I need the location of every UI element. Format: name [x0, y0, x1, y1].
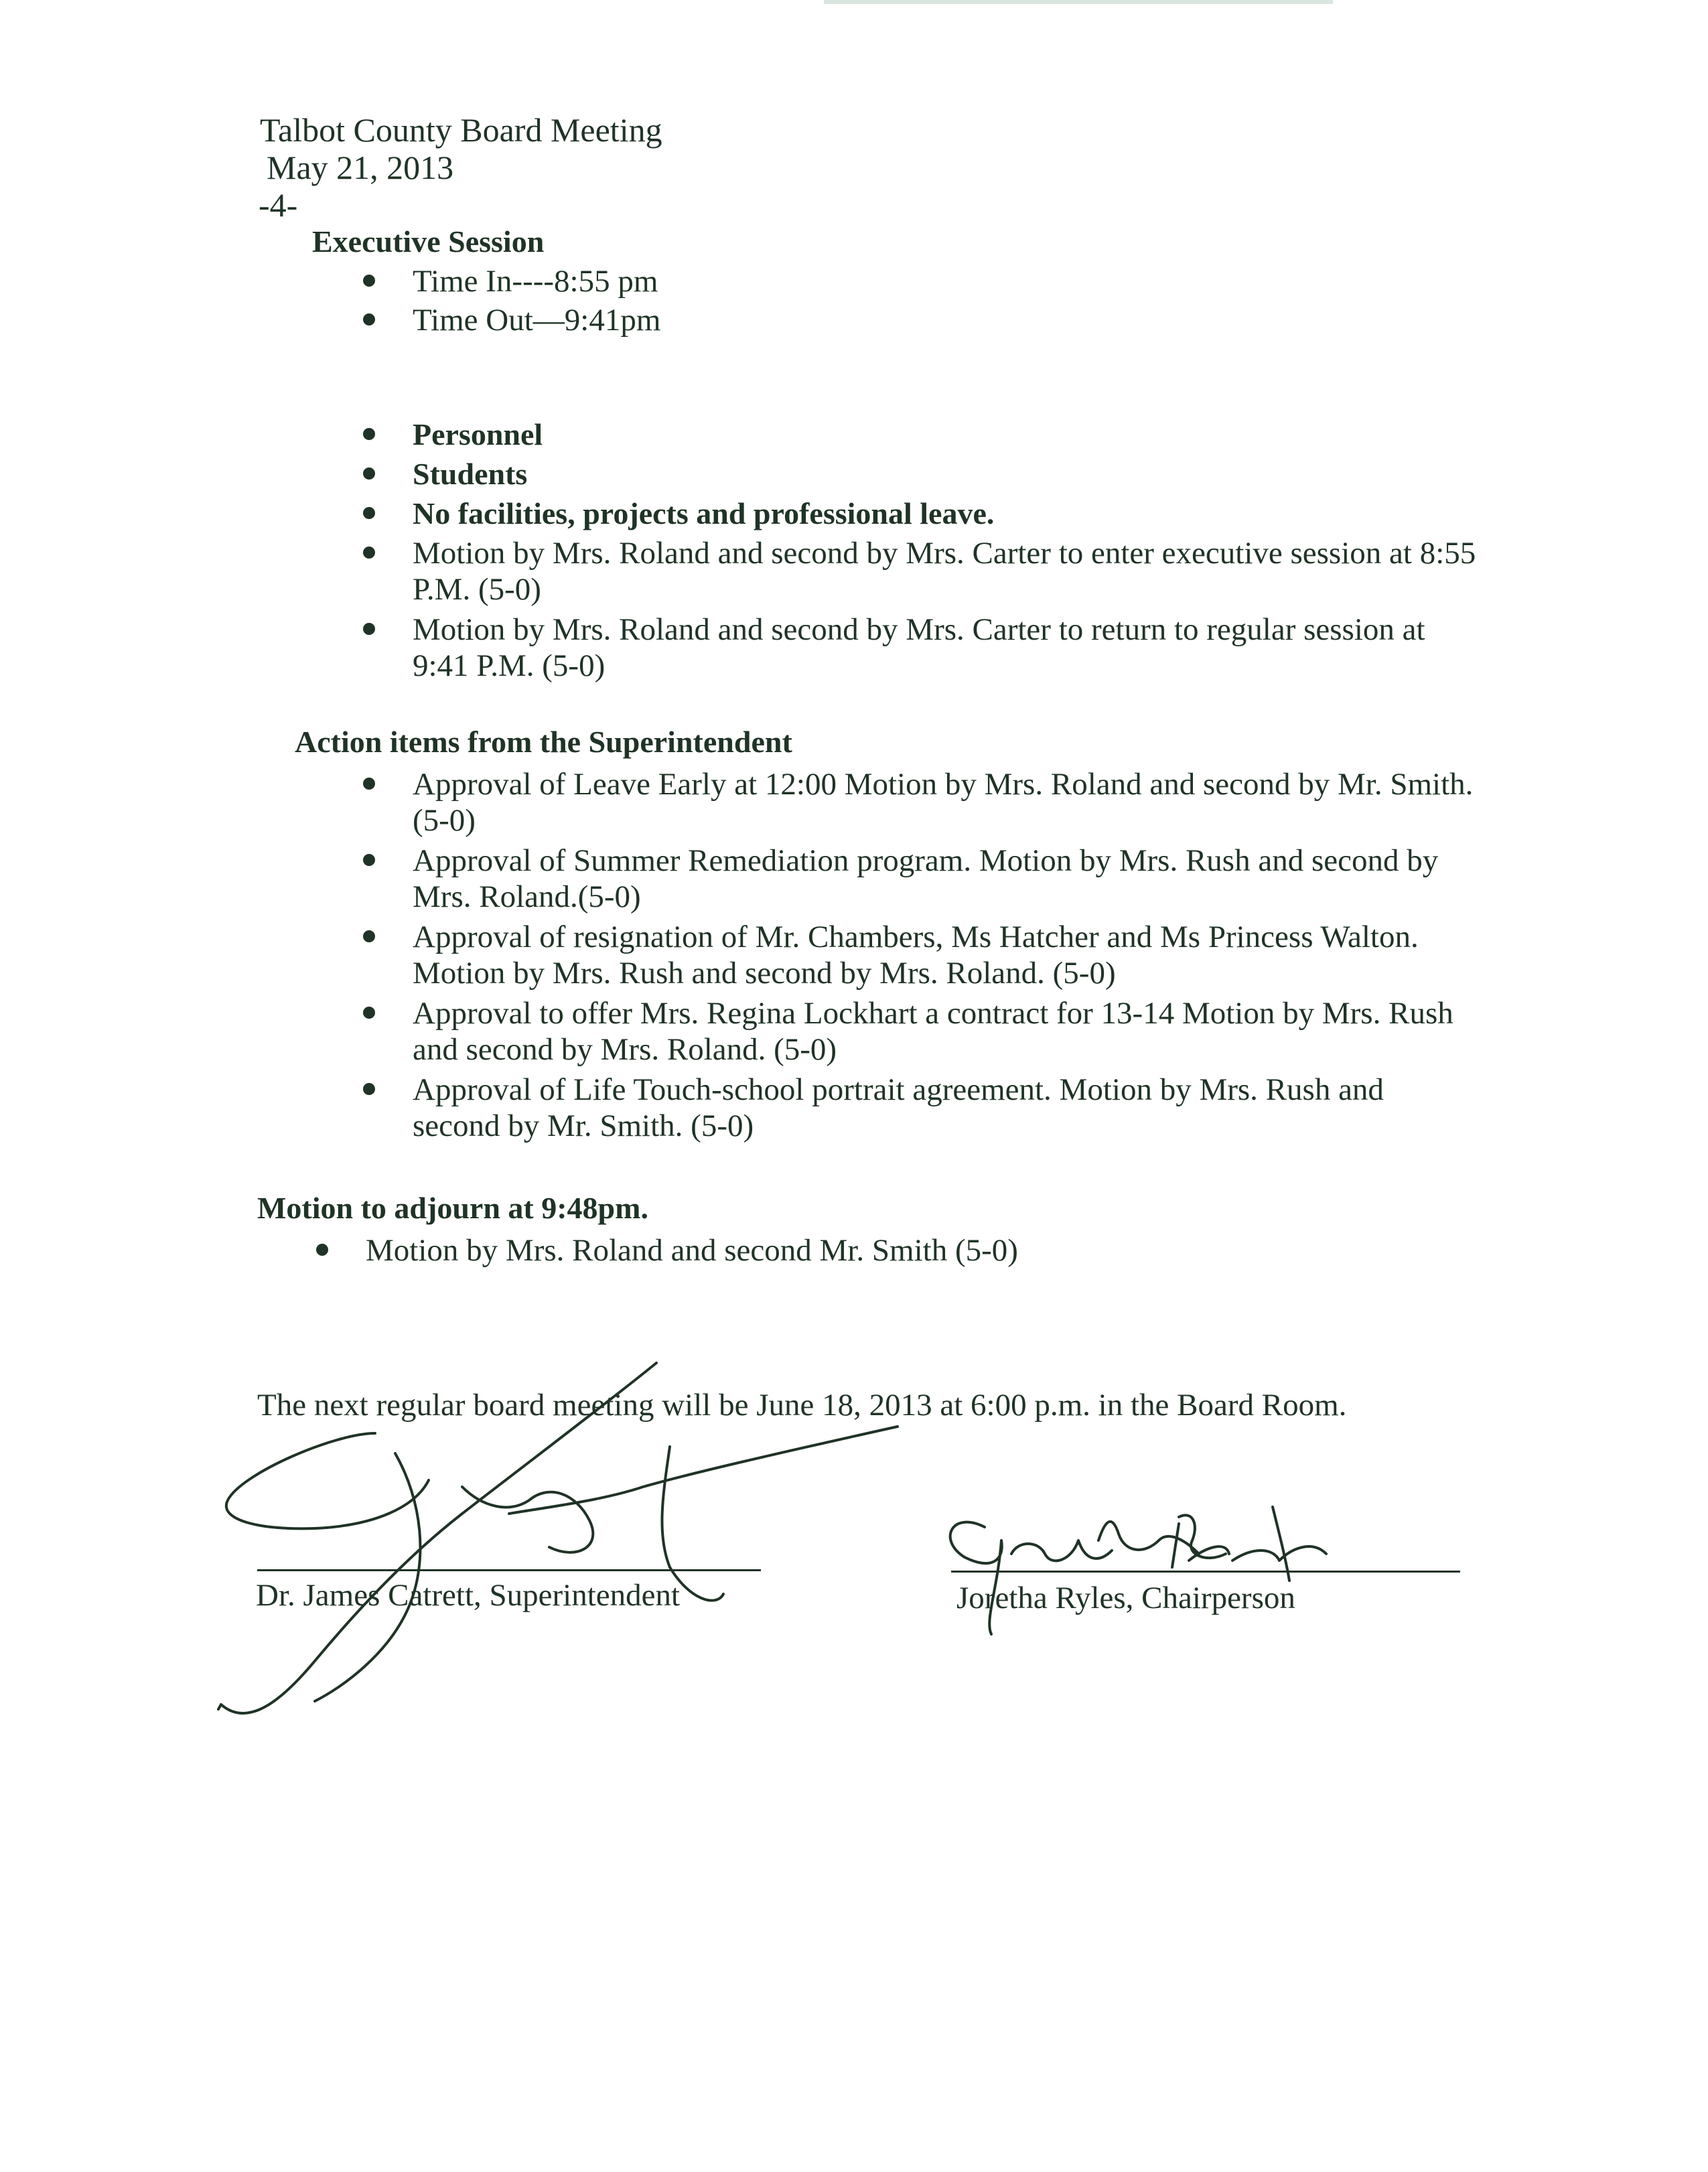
action-items-list: [413, 766, 1478, 1144]
chairperson-signature-stroke: [1189, 1546, 1229, 1561]
list-item: [413, 535, 1478, 607]
action-item-text: Approval of resignation of Mr. Chambers, Ms Hatcher and Ms Princess Walton. Motion by Mrs. Rush and second by Mrs. Roland. (5-0): [413, 920, 1419, 991]
list-item: [413, 919, 1478, 991]
document-title: Talbot County Board Meeting: [260, 111, 662, 149]
bullet-icon: [316, 1244, 328, 1256]
next-meeting-text: The next regular board meeting will be June 18, 2013 at 6:00 p.m. in the Board Room.: [257, 1388, 1347, 1423]
bullet-icon: [363, 1007, 375, 1019]
list-item: [413, 1072, 1478, 1144]
chairperson-signature-stroke: [950, 1522, 1002, 1634]
meeting-date: May 21, 2013: [267, 149, 454, 186]
time-in-text: Time In----8:55 pm: [413, 264, 658, 299]
list-item: [366, 1232, 1437, 1269]
scan-edge-mark: [824, 0, 1333, 4]
list-item: [413, 456, 1478, 492]
bullet-icon: [363, 623, 375, 635]
bullet-icon: [363, 778, 375, 790]
list-item: [413, 766, 1478, 839]
action-item-text: Approval of Life Touch-school portrait agreement. Motion by Mrs. Rush and second by Mr. Smith. (5-0): [413, 1072, 1384, 1143]
bullet-icon: [363, 428, 375, 440]
list-item: [413, 496, 1478, 532]
session-topics-list: [413, 417, 1478, 684]
action-item-text: Approval to offer Mrs. Regina Lockhart a contract for 13-14 Motion by Mrs. Rush and second by Mrs. Roland. (5-0): [413, 996, 1453, 1067]
motion-enter-session: Motion by Mrs. Roland and second by Mrs. Carter to enter executive session at 8:55 P.M. (5-0): [413, 536, 1476, 607]
topic-students: Students: [413, 457, 528, 491]
bullet-icon: [363, 1083, 375, 1095]
superintendent-signature-stroke: [462, 1487, 593, 1552]
bullet-icon: [363, 507, 375, 519]
superintendent-caption: Dr. James Catrett, Superintendent: [256, 1578, 681, 1613]
action-item-text: Approval of Leave Early at 12:00 Motion by Mrs. Roland and second by Mr. Smith. (5-0): [413, 767, 1474, 838]
page-number: -4-: [259, 186, 298, 224]
chairperson-signature-stroke: [1172, 1524, 1179, 1567]
chairperson-caption: Joretha Ryles, Chairperson: [956, 1581, 1295, 1615]
bullet-icon: [363, 275, 375, 287]
adjourn-list: [366, 1232, 1437, 1269]
topic-no-facilities: No facilities, projects and professional leave.: [413, 496, 995, 530]
adjourn-motion-text: Motion by Mrs. Roland and second Mr. Smith (5-0): [366, 1233, 1018, 1268]
bullet-icon: [363, 313, 375, 325]
list-item: [413, 611, 1478, 684]
list-item: [413, 995, 1478, 1068]
motion-return-session: Motion by Mrs. Roland and second by Mrs. Carter to return to regular session at 9:41 P.M. (5-0): [413, 612, 1425, 683]
adjourn-heading: Motion to adjourn at 9:48pm.: [257, 1191, 648, 1225]
list-item: [413, 417, 1478, 453]
superintendent-signature-stroke: [509, 1427, 898, 1514]
time-out-text: Time Out—9:41pm: [413, 303, 661, 338]
executive-session-heading: Executive Session: [312, 224, 545, 259]
topic-personnel: Personnel: [413, 417, 543, 451]
superintendent-signature-stroke: [218, 1705, 221, 1709]
chairperson-signature-stroke: [1179, 1515, 1226, 1558]
chairperson-signature-stroke: [1273, 1507, 1289, 1581]
bullet-icon: [363, 930, 375, 942]
bullet-icon: [363, 854, 375, 866]
list-item: [413, 843, 1478, 915]
session-times-list: [413, 263, 1484, 338]
bullet-icon: [363, 467, 375, 480]
chairperson-signature-stroke: [1098, 1522, 1199, 1554]
action-items-heading: Action items from the Superintendent: [295, 725, 792, 759]
action-item-text: Approval of Summer Remediation program. Motion by Mrs. Rush and second by Mrs. Roland.(5-0): [413, 843, 1439, 914]
bullet-icon: [363, 547, 375, 559]
chairperson-signature-stroke: [1011, 1540, 1112, 1561]
chairperson-signature-line: [951, 1571, 1460, 1573]
superintendent-signature-line: [257, 1569, 761, 1571]
list-item: [413, 302, 1484, 338]
chairperson-signature-stroke: [1232, 1546, 1326, 1561]
list-item: [413, 263, 1484, 299]
superintendent-signature-stroke: [226, 1433, 429, 1528]
